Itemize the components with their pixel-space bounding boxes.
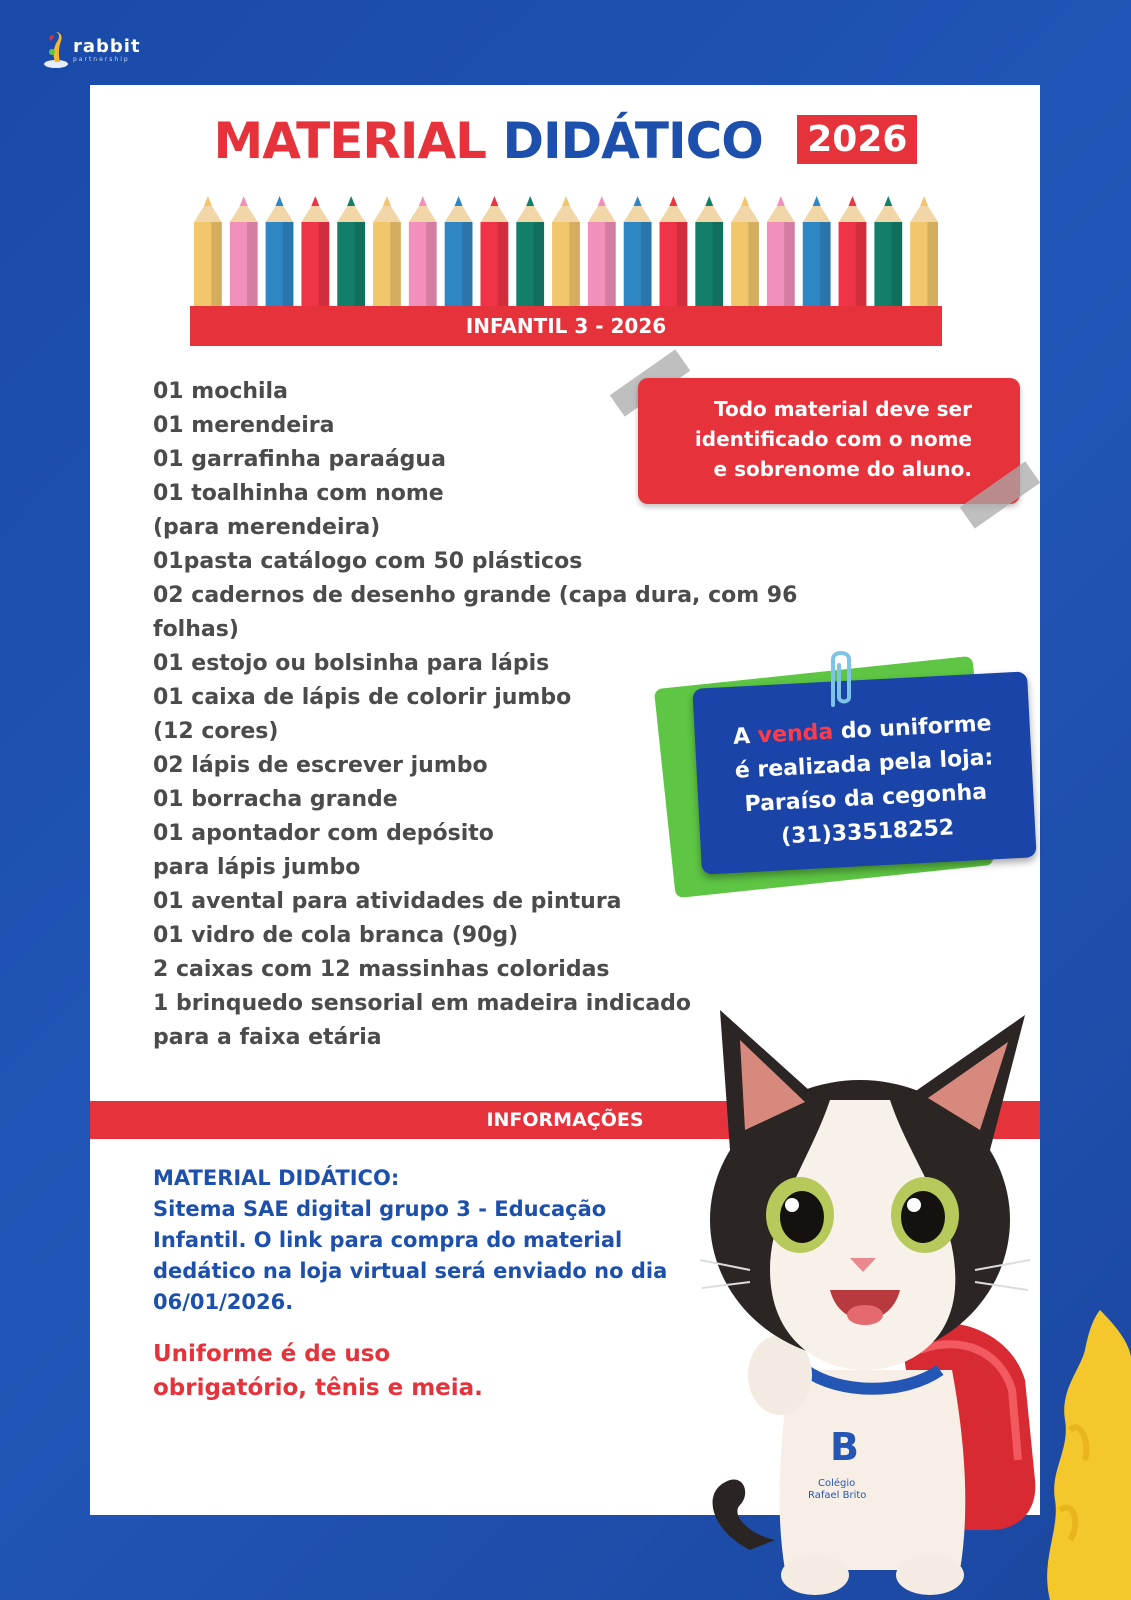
- rabbit-icon: [42, 30, 70, 70]
- pencil-shape: [516, 196, 544, 310]
- title-didatico: DIDÁTICO: [502, 112, 763, 170]
- list-item: 01 borracha grande: [153, 787, 398, 812]
- pencil-shape: [660, 196, 688, 310]
- list-item: 02 lápis de escrever jumbo: [153, 753, 488, 778]
- list-item: 1 brinquedo sensorial em madeira indicado: [153, 991, 692, 1016]
- pencil-shape: [839, 196, 867, 310]
- uniform-note-store: Paraíso da cegonha: [743, 779, 988, 818]
- pencil-shape: [230, 196, 258, 310]
- list-item: 01 estojo ou bolsinha para lápis: [153, 651, 550, 676]
- info-line: dedático na loja virtual será enviado no dia: [153, 1259, 668, 1283]
- uniform-note-phone: (31)33518252: [780, 815, 955, 850]
- list-item: 01 avental para atividades de pintura: [153, 889, 622, 914]
- pencil-shape: [301, 196, 329, 310]
- pencil-shape: [767, 196, 795, 310]
- pencil-shape: [731, 196, 759, 310]
- pencil-shape: [874, 196, 902, 310]
- pencil-shape: [695, 196, 723, 310]
- title-year-badge: 2026: [797, 115, 917, 164]
- rabbit-logo: [42, 30, 141, 70]
- grade-band: INFANTIL 3 - 2026: [190, 306, 942, 346]
- list-item: 01 vidro de cola branca (90g): [153, 923, 519, 948]
- info-line: 06/01/2026.: [153, 1290, 294, 1314]
- info-line: Sitema SAE digital grupo 3 - Educação: [153, 1197, 607, 1221]
- list-item: folhas): [153, 617, 239, 642]
- list-item: 02 cadernos de desenho grande (capa dura, com 96: [153, 583, 798, 608]
- pencil-shape: [803, 196, 831, 310]
- pencil-shape: [409, 196, 437, 310]
- pencil-shape: [552, 196, 580, 310]
- list-item: 01 merendeira: [153, 413, 335, 438]
- logo-brand: rabbit: [73, 36, 141, 57]
- pencil-shape: [588, 196, 616, 310]
- list-item: 01 apontador com depósito: [153, 821, 494, 846]
- list-item: (para merendeira): [153, 515, 381, 540]
- list-item: 2 caixas com 12 massinhas coloridas: [153, 957, 610, 982]
- info-line: MATERIAL DIDÁTICO:: [153, 1166, 400, 1190]
- pencil-shape: [266, 196, 294, 310]
- pencil-shape: [445, 196, 473, 310]
- colored-pencils-illustration: [190, 190, 942, 310]
- info-text: [153, 1163, 667, 1318]
- uniform-note-line: é realizada pela loja:: [734, 745, 994, 784]
- list-item: para a faixa etária: [153, 1025, 382, 1050]
- identification-note-line: Todo material deve ser: [713, 397, 972, 421]
- shirt-school-name: Colégio: [818, 1478, 856, 1489]
- shirt-school-name-2: Rafael Brito: [808, 1490, 867, 1501]
- uniform-required-text: [153, 1337, 483, 1405]
- logo-sub: partnership: [73, 56, 130, 63]
- identification-note-line: e sobrenome do aluno.: [713, 457, 972, 481]
- shirt-logo-mark: B: [830, 1425, 859, 1469]
- uniform-sales-note: [692, 671, 1036, 874]
- title-material: MATERIAL: [213, 112, 487, 170]
- list-item: para lápis jumbo: [153, 855, 361, 880]
- uniform-note-highlight: venda: [757, 719, 834, 749]
- identification-note: [638, 378, 1020, 504]
- pencil-shape: [194, 196, 222, 310]
- paperclip-icon: [823, 645, 859, 715]
- identification-note-line: identificado com o nome: [694, 427, 972, 451]
- uniform-line: obrigatório, tênis e meia.: [153, 1375, 483, 1401]
- list-item: 01 garrafinha paraágua: [153, 447, 446, 472]
- uniform-line: Uniforme é de uso: [153, 1341, 391, 1367]
- list-item: 01 caixa de lápis de colorir jumbo: [153, 685, 572, 710]
- uniform-note-word: A: [732, 723, 751, 750]
- list-item: 01 toalhinha com nome: [153, 481, 444, 506]
- uniform-note-word: do uniforme: [840, 711, 993, 745]
- list-item: (12 cores): [153, 719, 279, 744]
- list-item: 01 mochila: [153, 379, 288, 404]
- pencil-shape: [624, 196, 652, 310]
- pencil-shape: [480, 196, 508, 310]
- list-item: 01pasta catálogo com 50 plásticos: [153, 549, 583, 574]
- pencil-shape: [373, 196, 401, 310]
- cat-mascot-illustration: [690, 1010, 1060, 1600]
- info-line: Infantil. O link para compra do material: [153, 1228, 623, 1252]
- info-band: INFORMAÇÕES: [90, 1101, 1040, 1139]
- pencil-shape: [910, 196, 938, 310]
- page-title: [0, 112, 1131, 170]
- pencil-shape: [337, 196, 365, 310]
